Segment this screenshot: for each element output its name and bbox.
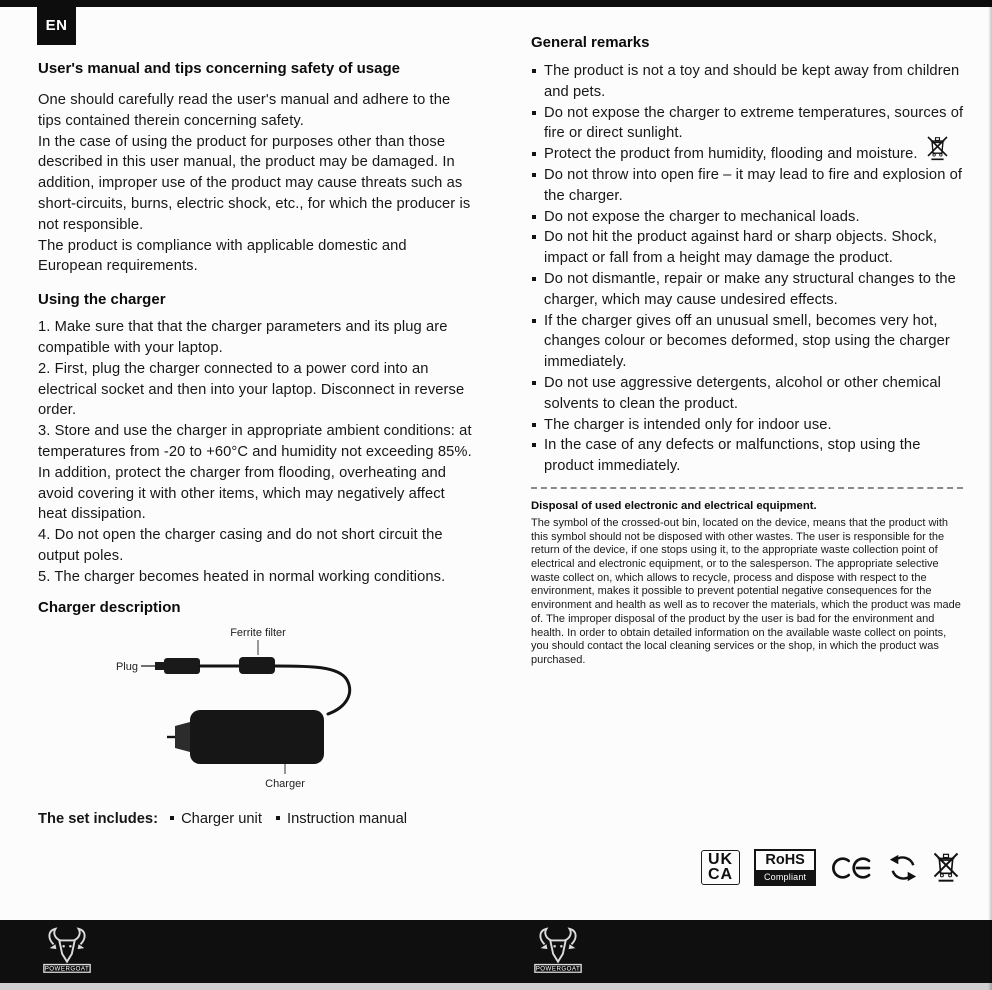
numbered-step: 4. Do not open the charger casing and do not short circuit the output poles. <box>38 527 443 564</box>
remark-item: Protect the product from humidity, flooding and moisture. <box>531 144 967 165</box>
brand-name: POWERGOAT <box>44 965 90 973</box>
remark-item: In the case of any defects or malfunctions, stop using the product immediately. <box>531 435 967 477</box>
plug-body <box>164 658 200 674</box>
ukca-mark <box>701 850 740 885</box>
using-charger-steps <box>38 317 474 587</box>
set-includes-label: The set includes: <box>38 810 158 827</box>
rohs-compliant-label: Compliant <box>756 870 814 884</box>
charger-brick <box>190 710 324 764</box>
plug-label: Plug <box>115 660 138 673</box>
using-charger-heading: Using the charger <box>38 291 166 309</box>
numbered-step: 5. The charger becomes heated in normal working conditions. <box>38 568 446 585</box>
ukca-text-bottom: CA <box>708 865 734 883</box>
remark-item: Do not dismantle, repair or make any structural changes to the charger, which may cause undesired effects. <box>531 269 967 311</box>
set-includes <box>38 811 474 827</box>
intro-paragraphs <box>38 90 474 277</box>
charger-output-connector <box>175 722 190 752</box>
dashed-divider <box>531 487 963 489</box>
remark-item: Do not expose the charger to extreme temperatures, sources of fire or direct sunlight. <box>531 103 967 145</box>
charger-description-heading: Charger description <box>38 598 181 616</box>
intro-paragraph: The product is compliance with applicable domestic and European requirements. <box>38 237 407 275</box>
footer-bar <box>0 920 992 983</box>
powergoat-logo <box>531 925 585 984</box>
language-badge: EN <box>37 5 76 45</box>
powergoat-logo <box>40 925 94 984</box>
intro-paragraph: In the case of using the product for purposes other than those described in this user manual, the product may be damaged. In addition, improper use of the product may cause threats such as short-circuits, burns, electric shock, etc., for which the producer is not responsible. <box>38 133 471 233</box>
remark-item: Do not hit the product against hard or sharp objects. Shock, impact or fall from a height may damage the product. <box>531 227 967 269</box>
set-includes-item: Charger unit <box>170 811 262 827</box>
remark-item: The charger is intended only for indoor use. <box>531 415 967 436</box>
remark-item: Do not throw into open fire – it may lead to fire and explosion of the charger. <box>531 165 967 207</box>
general-remarks-list <box>531 61 967 477</box>
numbered-step: 2. First, plug the charger connected to a power cord into an electrical socket and then into your laptop. Disconnect in reverse order. <box>38 360 465 419</box>
remark-item: The product is not a toy and should be kept away from children and pets. <box>531 61 967 103</box>
charger-diagram <box>38 622 474 798</box>
top-strip <box>0 0 992 7</box>
disposal-heading: Disposal of used electronic and electrical equipment. <box>531 499 817 512</box>
intro-paragraph: One should carefully read the user's manual and adhere to the tips contained therein concerning safety. <box>38 92 451 129</box>
scan-edge-shadow <box>988 0 992 990</box>
weee-bin-icon <box>926 134 949 168</box>
ce-mark-icon <box>830 854 874 882</box>
brand-name: POWERGOAT <box>535 965 581 973</box>
ukca-text-top: UK <box>708 851 734 868</box>
remark-item: If the charger gives off an unusual smell, becomes very hot, changes colour or becomes deformed, stop using the charger immediately. <box>531 311 967 373</box>
weee-bin-icon <box>932 850 960 885</box>
certification-marks <box>701 849 960 886</box>
disposal-text: The symbol of the crossed-out bin, located on the device, means that the product with this symbol should not be disposed with other wastes. The user is responsible for the return of the device, if one stops using it, to the appropriate waste collection point of electrical and electronic equipment, or to the salesperson. The appropriate selective waste collect on, which allows to recycle, process and dispose with respect to the environment, makes it possible to prevent potential negative consequences for the environment and health as well as to recover the materials, which the product was made of. The improper disposal of the product by the user is bad for the environment and health. In order to obtain detailed information on the available waste collect on points, you should contact the local cleaning services or the shop, in which the product was purchased. <box>531 516 961 666</box>
charger-label: Charger <box>265 777 305 790</box>
safety-heading: User's manual and tips concerning safety of usage <box>38 60 400 77</box>
general-remarks-heading: General remarks <box>531 34 650 51</box>
recycle-icon <box>888 853 918 883</box>
rohs-label: RoHS <box>765 852 805 868</box>
remark-item: Do not use aggressive detergents, alcohol or other chemical solvents to clean the product. <box>531 373 967 415</box>
rohs-mark <box>754 849 816 886</box>
right-column <box>531 34 967 668</box>
plug-tip <box>155 662 164 670</box>
ferrite-filter <box>239 657 275 674</box>
remark-item: Do not expose the charger to mechanical loads. <box>531 207 967 228</box>
ferrite-filter-label: Ferrite filter <box>230 626 286 639</box>
numbered-step: 1. Make sure that that the charger parameters and its plug are compatible with your laptop. <box>38 319 448 356</box>
set-includes-item: Instruction manual <box>276 811 407 827</box>
left-column <box>38 60 474 827</box>
numbered-step: 3. Store and use the charger in appropriate ambient conditions: at temperatures from -20 to +60°C and humidity not exceeding 85%. In addition, protect the charger from flooding, overheating and avoid covering it with other items, which may negatively affect heat dissipation. <box>38 423 472 523</box>
footer-edge <box>0 983 992 990</box>
